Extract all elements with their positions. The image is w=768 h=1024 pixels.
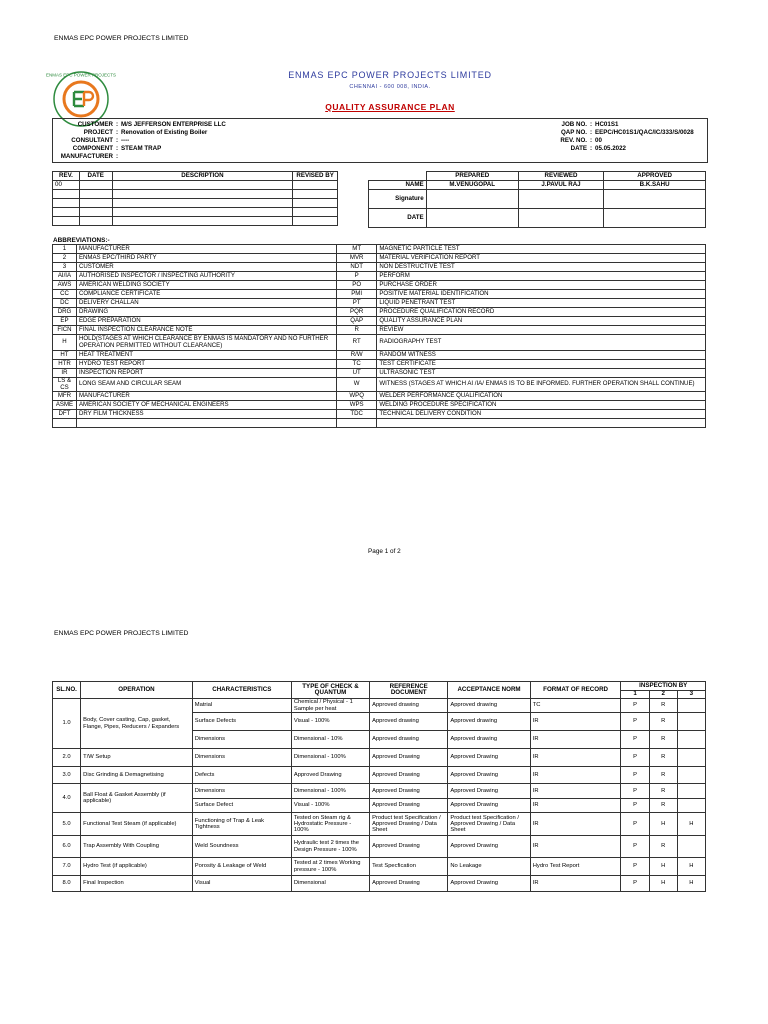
table-row — [53, 208, 338, 217]
info-qap-no: QAP NO. : EEPC/HC01S1/QAC/IC/333/S/0028 — [560, 129, 694, 136]
table-row — [53, 217, 338, 226]
abbreviation-row-empty — [53, 419, 706, 428]
operation-cell: Ball Float & Gasket Assembly (if applicable) — [81, 784, 193, 813]
table-row: 4.0 Ball Float & Gasket Assembly (if applicable) Dimensions Dimensional - 100% Approved Drawing Approved Drawing IR P R — [53, 784, 706, 799]
sl-no-cell: 2.0 — [53, 749, 81, 767]
info-customer: CUSTOMER : M/S JEFFERSON ENTERPRISE LLC — [77, 121, 226, 128]
col-header-insp-2: 2 — [649, 691, 677, 699]
abbreviation-row: 1 MANUFACTURER MT MAGNETIC PARTICLE TEST — [53, 245, 706, 254]
abbreviation-row: HT HEAT TREATMENT R/W RANDOM WITNESS — [53, 351, 706, 360]
col-header-reference: REFERENCE DOCUMENT — [370, 682, 448, 699]
page2-header-company: ENMAS EPC POWER PROJECTS LIMITED — [54, 630, 189, 637]
rev-header-date: DATE — [79, 172, 112, 181]
table-row — [53, 199, 338, 208]
operation-cell: Functional Test Steam (if applicable) — [81, 813, 193, 836]
sl-no-cell: 3.0 — [53, 767, 81, 784]
inspection-table — [52, 681, 706, 892]
abbreviation-row: MFR MANUFACTURER WPQ WELDER PERFORMANCE QUALIFICATION — [53, 392, 706, 401]
sl-no-cell: 7.0 — [53, 858, 81, 876]
info-manufacturer: MANUFACTURER : — [60, 153, 119, 160]
table-row: 6.0 Trap Assembly With Coupling Weld Soundness Hydraulic test 2 times the Design Pressure - 100% Approved Drawing Approved Drawing IR P R — [53, 836, 706, 858]
plan-title: QUALITY ASSURANCE PLAN — [325, 102, 455, 112]
approval-row-date: DATE — [369, 209, 706, 228]
page1-header-company: ENMAS EPC POWER PROJECTS LIMITED — [54, 35, 189, 42]
revision-table — [52, 171, 338, 226]
col-header-slno: SL.NO. — [53, 682, 81, 699]
approval-row-signature: Signature — [369, 190, 706, 209]
operation-cell: Disc Grinding & Demagnetising — [81, 767, 193, 784]
info-project: PROJECT : Renovation of Existing Boiler — [83, 129, 208, 136]
abbreviations-table — [52, 244, 706, 428]
info-rev-no: REV. NO. : 00 — [560, 137, 602, 144]
abbreviation-row: H HOLD(STAGES AT WHICH CLEARANCE BY ENMAS IS MANDATORY AND NO FURTHER OPERATION PERMITTED WITHOUT CLEARANCE) RT RADIOGRAPHY TEST — [53, 335, 706, 351]
abbreviation-row: EP EDGE PREPARATION QAP QUALITY ASSURANCE PLAN — [53, 317, 706, 326]
page1-footer: Page 1 of 2 — [368, 548, 401, 555]
table-row: 8.0 Final Inspection Visual Dimensional Approved Drawing Approved Drawing IR P H H — [53, 876, 706, 892]
abbreviation-row: AI/IA AUTHORISED INSPECTOR / INSPECTING AUTHORITY P PERFORM — [53, 272, 706, 281]
col-header-acceptance: ACCEPTANCE NORM — [448, 682, 530, 699]
approval-header-prepared: PREPARED — [426, 172, 518, 181]
col-header-format: FORMAT OF RECORD — [530, 682, 621, 699]
info-consultant: CONSULTANT : ---- — [71, 137, 130, 144]
table-row: Surface Defect Visual - 100% Approved Drawing Approved Drawing IR P R — [53, 799, 706, 813]
project-info-right — [543, 121, 703, 153]
table-row: 3.0 Disc Grinding & Demagnetising Defects Approved Drawing Approved Drawing Approved Drawing IR P R — [53, 767, 706, 784]
operation-cell: Final Inspection — [81, 876, 193, 892]
sl-no-cell: 1.0 — [53, 699, 81, 749]
abbreviation-row: HTR HYDRO TEST REPORT TC TEST CERTIFICATE — [53, 360, 706, 369]
company-city: CHENNAI - 600 008, INDIA. — [349, 84, 431, 90]
abbreviation-row: FICN FINAL INSPECTION CLEARANCE NOTE R REVIEW — [53, 326, 706, 335]
operation-cell: Hydro Test (if applicable) — [81, 858, 193, 876]
rev-header-rev: REV. — [53, 172, 80, 181]
abbreviation-row: DFT DRY FILM THICKNESS TDC TECHNICAL DELIVERY CONDITION — [53, 410, 706, 419]
col-header-characteristics: CHARACTERISTICS — [192, 682, 291, 699]
approval-table — [368, 171, 706, 228]
info-date: DATE : 05.05.2022 — [570, 145, 626, 152]
sl-no-cell: 4.0 — [53, 784, 81, 813]
abbreviation-row: DRG DRAWING PQR PROCEDURE QUALIFICATION RECORD — [53, 308, 706, 317]
rev-header-description: DESCRIPTION — [112, 172, 293, 181]
abbreviation-row: IR INSPECTION REPORT UT ULTRASONIC TEST — [53, 369, 706, 378]
table-row: 1.0 Body, Cover casting, Cap, gasket, Flange, Pipes, Reducers / Expanders Matrial Chemical / Physical - 1 Sample per heat Approved drawing Approved drawing TC P R — [53, 699, 706, 713]
sl-no-cell: 6.0 — [53, 836, 81, 858]
operation-cell: Body, Cover casting, Cap, gasket, Flange, Pipes, Reducers / Expanders — [81, 699, 193, 749]
abbreviation-row: ASME AMERICAN SOCIETY OF MECHANICAL ENGINEERS WPS WELDING PROCEDURE SPECIFICATION — [53, 401, 706, 410]
operation-cell: Trap Assembly With Coupling — [81, 836, 193, 858]
col-header-insp-3: 3 — [677, 691, 705, 699]
abbreviation-row: CC COMPLIANCE CERTIFICATE PMI POSITIVE MATERIAL IDENTIFICATION — [53, 290, 706, 299]
table-row — [53, 190, 338, 199]
project-info-left — [53, 121, 383, 161]
abbreviations-heading: ABBREVIATIONS:- — [53, 237, 110, 244]
col-header-type-check: TYPE OF CHECK & QUANTUM — [291, 682, 369, 699]
sl-no-cell: 8.0 — [53, 876, 81, 892]
abbreviation-row: 2 ENMAS EPC/THIRD PARTY MVR MATERIAL VERIFICATION REPORT — [53, 254, 706, 263]
col-header-insp-1: 1 — [621, 691, 649, 699]
table-row: 2.0 T/W Setup Dimensions Dimensional - 100% Approved Drawing Approved Drawing IR P R — [53, 749, 706, 767]
abbreviation-row: AWS AMERICAN WELDING SOCIETY PO PURCHASE ORDER — [53, 281, 706, 290]
approval-header-reviewed: REVIEWED — [518, 172, 603, 181]
logo-ring-text: ENMAS EPC POWER PROJECTS — [45, 72, 117, 78]
project-info-box — [52, 118, 708, 163]
table-row: Surface Defects Visual - 100% Approved drawing Approved drawing IR P R — [53, 713, 706, 731]
col-header-inspection-by: INSPECTION BY — [621, 682, 706, 691]
table-row: 7.0 Hydro Test (if applicable) Porosity & Leakage of Weld Tested at 2 times Working pressure - 100% Test Specfication No Leakage Hydro Test Report P H H — [53, 858, 706, 876]
approval-header-approved: APPROVED — [604, 172, 706, 181]
table-row: 5.0 Functional Test Steam (if applicable) Functioning of Trap & Leak Tightness Tested on Steam rig & Hydrostatic Pressure - 100% Product test Specification / Approved Drawing / Data Sheet Product test Specification / Approved Drawing / Data Sheet IR P H H — [53, 813, 706, 836]
sl-no-cell: 5.0 — [53, 813, 81, 836]
table-row: Dimensions Dimensional - 10% Approved drawing Approved drawing IR P R — [53, 731, 706, 749]
rev-header-revised-by: REVISED BY — [293, 172, 338, 181]
operation-cell: T/W Setup — [81, 749, 193, 767]
table-row: 00 — [53, 181, 338, 190]
info-job-no: JOB NO. : HC01S1 — [561, 121, 619, 128]
abbreviation-row: LS & CS LONG SEAM AND CIRCULAR SEAM W WITNESS (STAGES AT WHICH AI /IA/ ENMAS IS TO BE INFORMED. FURTHER OPERATION SHALL CONTINUE) — [53, 378, 706, 392]
abbreviation-row: 3 CUSTOMER NDT NON DESTRUCTIVE TEST — [53, 263, 706, 272]
company-name: ENMAS EPC POWER PROJECTS LIMITED — [288, 70, 492, 80]
abbreviation-row: DC DELIVERY CHALLAN PT LIQUID PENETRANT TEST — [53, 299, 706, 308]
info-component: COMPONENT : STEAM TRAP — [72, 145, 162, 152]
approval-row-name: NAME M.VENUGOPAL J.PAVUL RAJ B.K.SAHU — [369, 181, 706, 190]
col-header-operation: OPERATION — [81, 682, 193, 699]
